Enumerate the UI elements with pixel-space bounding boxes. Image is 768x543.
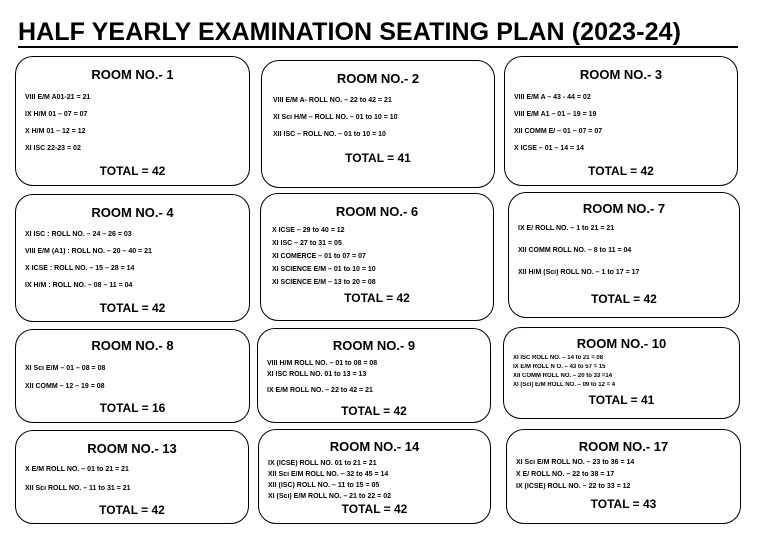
room-title: ROOM NO.- 4 [91,205,174,220]
allocation-line: VIII E/M A- ROLL NO. – 22 to 42 = 21 [273,97,392,104]
room-title: ROOM NO.- 8 [91,338,174,353]
room-card-4 [15,194,250,322]
room-card-14 [258,429,491,524]
allocation-line: IX (ICSE) ROLL NO. – 22 to 33 = 12 [516,483,631,490]
room-total: TOTAL = 42 [341,404,407,418]
room-total: TOTAL = 42 [588,164,654,178]
allocation-line: X ICSE : ROLL NO. – 15 – 28 = 14 [25,265,135,272]
allocation-line: VIII E/M A01-21 = 21 [25,94,91,101]
room-total: TOTAL = 43 [590,497,657,511]
room-total: TOTAL = 42 [344,291,410,305]
room-title: ROOM NO.- 1 [91,67,174,82]
room-card-13 [15,430,249,524]
room-title: ROOM NO.- 7 [582,201,666,216]
room-card-17 [506,429,741,524]
allocation-line: XI (Sci) E/M ROLL NO. – 09 to 12 = 4 [513,382,616,388]
room-card-6 [260,193,494,321]
allocation-line: XI ISC : ROLL NO. – 24 – 26 = 03 [25,231,132,238]
room-total: TOTAL = 42 [341,502,408,516]
room-total: TOTAL = 42 [99,301,166,315]
allocation-line: VIII H/M ROLL NO. – 01 to 08 = 08 [267,360,378,367]
room-allocation-list [513,355,735,391]
room-allocation-list [25,466,244,504]
room-title: ROOM NO.- 14 [329,439,420,454]
allocation-line: X E/ ROLL NO. – 22 to 38 = 17 [516,471,615,478]
allocation-line: XI Sci E/M – 01 – 08 = 08 [25,365,106,372]
room-total: TOTAL = 42 [99,164,166,178]
allocation-line: IX H/M 01 – 07 = 07 [25,111,88,118]
allocation-line: XI ISC 22-23 = 02 [25,145,81,152]
allocation-line: IX (ICSE) ROLL NO. 01 to 21 = 21 [268,460,377,467]
allocation-line: VIII E/M (A1) : ROLL NO. – 20 – 40 = 21 [25,248,152,255]
room-allocation-list [25,94,245,162]
allocation-line: X ICSE – 01 – 14 = 14 [514,145,584,152]
room-title: ROOM NO.- 3 [579,67,663,82]
room-allocation-list [25,231,245,299]
room-allocation-list [25,365,245,401]
allocation-line: XI COMERCE – 01 to 07 = 07 [272,253,366,260]
allocation-line: XII COMM ROLL NO. – 8 to 11 = 04 [518,247,632,254]
allocation-line: X H/M 01 – 12 = 12 [25,128,86,135]
room-title: ROOM NO.- 10 [576,336,667,351]
room-allocation-list [518,225,735,291]
allocation-line: XII Sci E/M ROLL NO. – 32 to 45 = 14 [268,471,389,478]
allocation-line: XII COMM ROLL NO. – 20 to 33 =14 [513,373,613,379]
room-total: TOTAL = 42 [99,503,165,517]
room-allocation-list [516,459,736,495]
allocation-line: IX E/M ROLL N O. – 43 to 57 = 15 [513,364,606,370]
room-card-8 [15,329,250,423]
room-allocation-list [514,94,733,162]
allocation-line: XI ISC ROLL NO. 01 to 13 = 13 [267,371,367,378]
allocation-line: XI Sci H/M – ROLL NO. – 01 to 10 = 10 [273,114,398,121]
room-card-3 [504,56,738,186]
room-card-1 [15,56,250,186]
room-allocation-list [272,227,489,292]
room-title: ROOM NO.- 17 [578,439,669,454]
allocation-line: XII H/M (Sci) ROLL NO. – 1 to 17 = 17 [518,269,640,276]
room-title: ROOM NO.- 6 [335,204,419,219]
allocation-line: X E/M ROLL NO. – 01 to 21 = 21 [25,466,129,473]
room-card-2 [261,60,495,188]
allocation-line: XII (ISC) ROLL NO. – 11 to 15 = 05 [268,482,380,489]
allocation-line: XI Sci E/M ROLL NO. – 23 to 36 = 14 [516,459,635,466]
allocation-line: XII Sci ROLL NO. – 11 to 31 = 21 [25,485,131,492]
allocation-line: XII COMM – 12 – 19 = 08 [25,383,105,390]
allocation-line: XII ISC – ROLL NO. – 01 to 10 = 10 [273,131,386,138]
room-card-9 [257,328,491,423]
room-total: TOTAL = 41 [588,393,655,407]
allocation-line: XII COMM E/ – 01 – 07 = 07 [514,128,603,135]
allocation-line: XI ISC ROLL NO. – 14 to 21 = 08 [513,355,604,361]
allocation-line: XI ISC – 27 to 31 = 05 [272,240,342,247]
room-allocation-list [267,360,486,403]
room-total: TOTAL = 16 [99,401,166,415]
room-total: TOTAL = 42 [591,292,657,306]
room-allocation-list [268,460,486,504]
allocation-line: XI SCIENCE E/M – 01 to 10 = 10 [272,266,376,273]
room-title: ROOM NO.- 13 [87,441,177,456]
allocation-line: XI SCIENCE E/M – 13 to 20 = 08 [272,279,376,286]
page-title: HALF YEARLY EXAMINATION SEATING PLAN (2023-24) [18,18,738,48]
allocation-line: XI (Sci) E/M ROLL NO. – 21 to 22 = 02 [268,493,391,500]
allocation-line: IX E/ ROLL NO. – 1 to 21 = 21 [518,225,615,232]
room-allocation-list [273,97,490,148]
room-card-10 [503,327,740,419]
allocation-line: IX E/M ROLL NO. – 22 to 42 = 21 [267,387,373,394]
room-card-7 [508,192,740,318]
room-title: ROOM NO.- 9 [332,338,416,353]
allocation-line: X ICSE – 29 to 40 = 12 [272,227,345,234]
room-total: TOTAL = 41 [345,151,411,165]
allocation-line: IX H/M : ROLL NO. – 08 – 11 = 04 [25,282,133,289]
room-title: ROOM NO.- 2 [336,71,420,86]
allocation-line: VIII E/M A – 43 - 44 = 02 [514,94,591,101]
allocation-line: VIII E/M A1 – 01 – 19 = 19 [514,111,597,118]
